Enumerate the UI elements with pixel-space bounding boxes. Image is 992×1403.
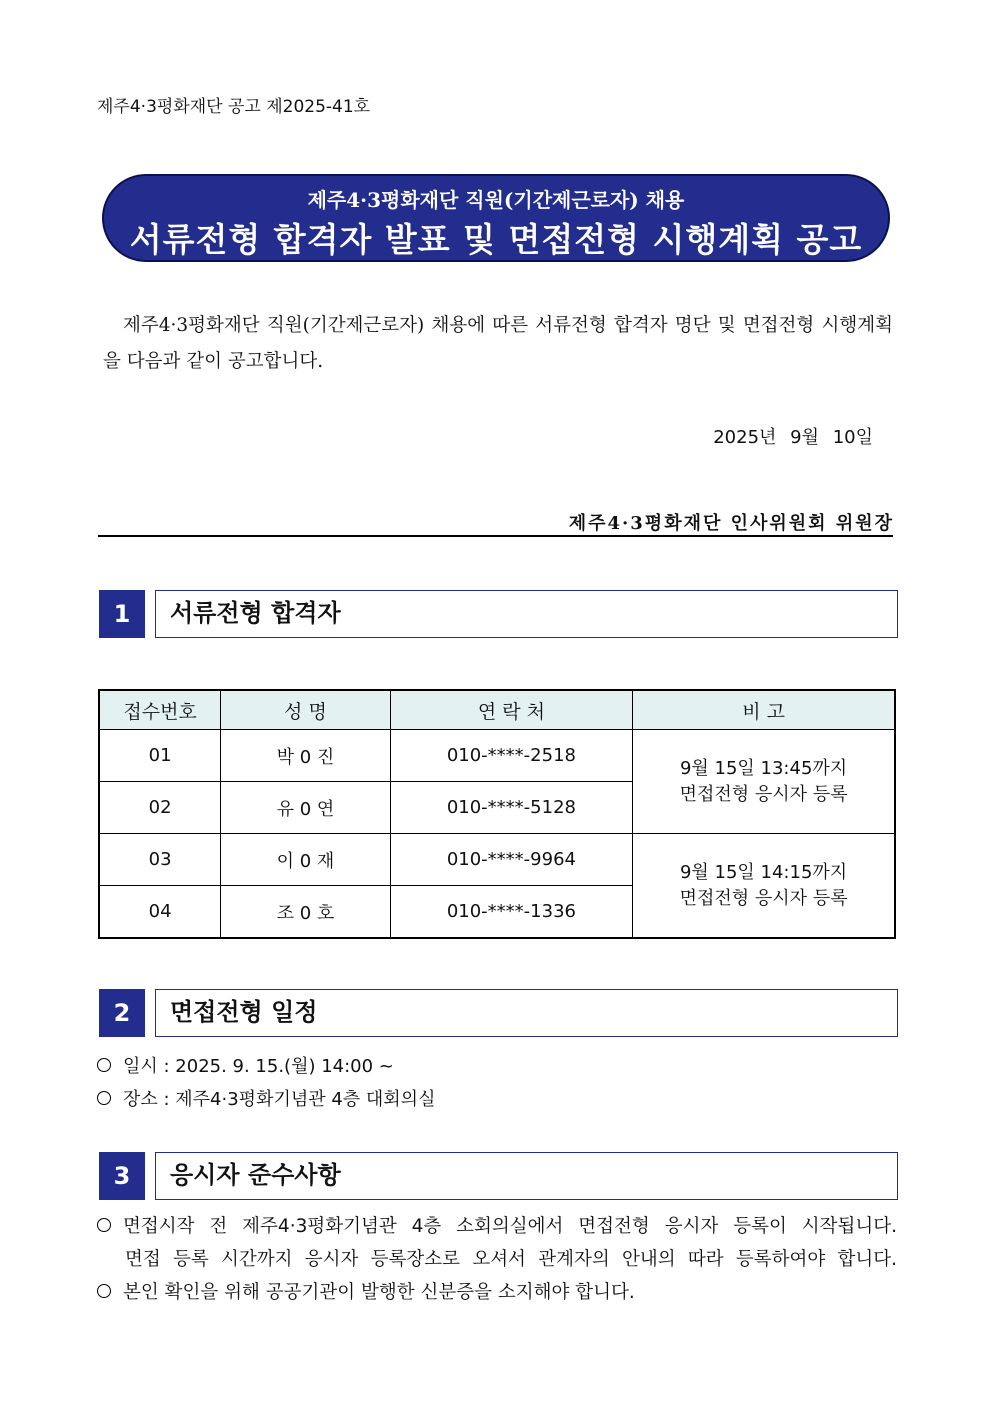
applicant-name: 박 0 진 <box>221 730 391 782</box>
remarks-time: 9월 15일 14:15까지 <box>679 861 848 883</box>
table-row <box>99 730 895 782</box>
circle-bullet-icon <box>97 1218 111 1232</box>
table-row <box>99 834 895 886</box>
header-remarks: 비 고 <box>633 690 895 730</box>
signer: 제주4·3평화재단 인사위원회 위원장 <box>568 513 894 534</box>
circle-bullet-icon <box>97 1058 111 1072</box>
section-2-title: 면접전형 일정 <box>155 989 898 1037</box>
passers-table <box>98 689 896 939</box>
rule-text-continued: 면접 등록 시간까지 응시자 등록장소로 오셔서 관계자의 안내의 따라 등록하여야 합니다. <box>125 1249 897 1270</box>
table-header-row <box>99 690 895 730</box>
section-3-number: 3 <box>99 1152 145 1200</box>
circle-bullet-icon <box>97 1091 111 1105</box>
applicant-name: 유 0 연 <box>221 782 391 834</box>
receipt-no: 04 <box>99 886 221 939</box>
schedule-datetime <box>97 1052 394 1078</box>
section-1-title: 서류전형 합격자 <box>155 590 898 638</box>
rule-item <box>97 1210 897 1243</box>
applicant-name: 조 0 호 <box>221 886 391 939</box>
rule-text: 본인 확인을 위해 공공기관이 발행한 신분증을 소지해야 합니다. <box>123 1282 635 1303</box>
rule-text: 면접시작 전 제주4·3평화기념관 4층 소회의실에서 면접전형 응시자 등록이 시작됩니다. <box>123 1216 897 1237</box>
rule-item <box>97 1276 897 1309</box>
signer-underline <box>98 535 893 537</box>
header-contact: 연 락 처 <box>390 690 632 730</box>
document-number: 제주4·3평화재단 공고 제2025-41호 <box>97 97 371 117</box>
applicant-name: 이 0 재 <box>221 834 391 886</box>
section-3-title: 응시자 준수사항 <box>155 1152 898 1200</box>
section-1-number: 1 <box>99 590 145 638</box>
announcement-date: 2025년 9월 10일 <box>713 427 873 448</box>
applicant-phone: 010-****-5128 <box>390 782 632 834</box>
schedule-location-text: 장소 : 제주4·3평화기념관 4층 대회의실 <box>123 1089 436 1110</box>
applicant-phone: 010-****-2518 <box>390 730 632 782</box>
header-receipt-no: 접수번호 <box>99 690 221 730</box>
applicant-phone: 010-****-9964 <box>390 834 632 886</box>
applicant-phone: 010-****-1336 <box>390 886 632 939</box>
remarks-text: 면접전형 응시자 등록 <box>679 887 848 909</box>
receipt-no: 02 <box>99 782 221 834</box>
remarks-cell <box>633 834 895 939</box>
receipt-no: 03 <box>99 834 221 886</box>
remarks-time: 9월 15일 13:45까지 <box>679 757 848 779</box>
section-2-number: 2 <box>99 989 145 1037</box>
title-banner <box>102 174 890 262</box>
header-name: 성 명 <box>221 690 391 730</box>
intro-paragraph: 제주4·3평화재단 직원(기간제근로자) 채용에 따른 서류전형 합격자 명단 및 면접전형 시행계획을 다음과 같이 공고합니다. <box>103 315 893 372</box>
schedule-datetime-text: 일시 : 2025. 9. 15.(월) 14:00 ~ <box>123 1056 394 1077</box>
circle-bullet-icon <box>97 1284 111 1298</box>
receipt-no: 01 <box>99 730 221 782</box>
remarks-text: 면접전형 응시자 등록 <box>679 783 848 805</box>
banner-subtitle: 제주4·3평화재단 직원(기간제근로자) 채용 <box>307 188 685 212</box>
remarks-cell <box>633 730 895 834</box>
applicant-rules <box>97 1210 897 1309</box>
schedule-location <box>97 1085 435 1111</box>
banner-title: 서류전형 합격자 발표 및 면접전형 시행계획 공고 <box>129 220 863 259</box>
